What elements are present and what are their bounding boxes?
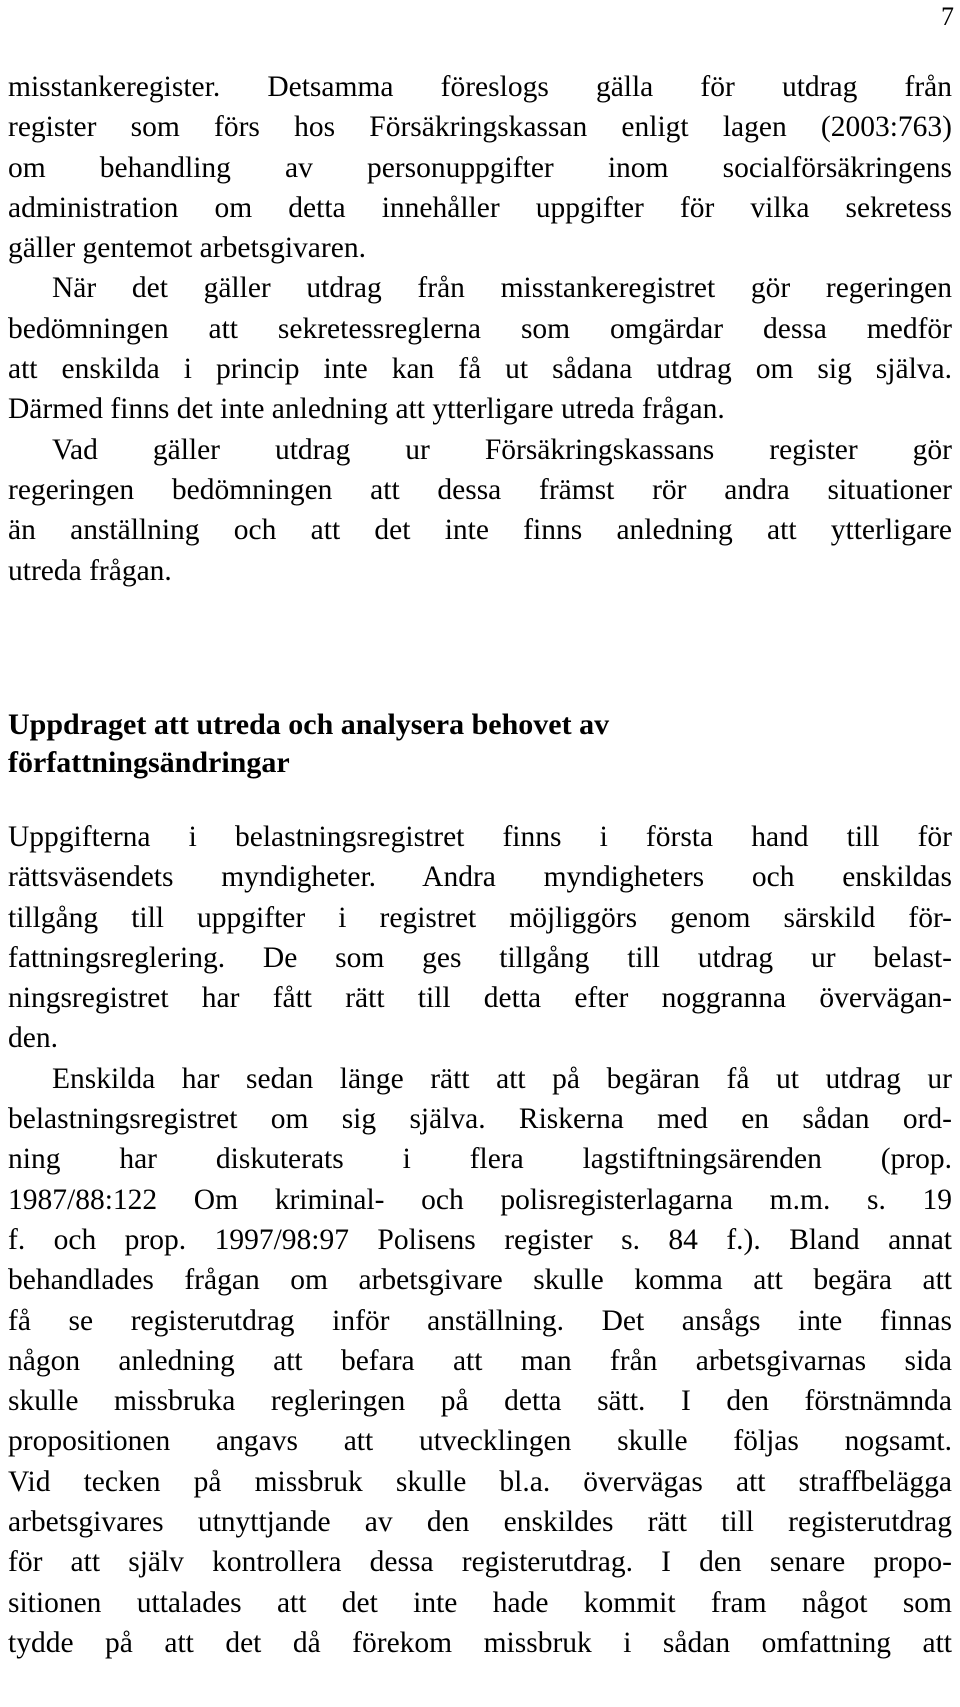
paragraph-belastningsregistret xyxy=(8,817,952,1059)
text-line: än anställning och att det inte finns anledning att ytterligare xyxy=(8,514,952,547)
heading-line: Uppdraget att utreda och analysera behovet av xyxy=(8,708,610,741)
text-line: om behandling av personuppgifter inom socialförsäkringens xyxy=(8,151,952,184)
text-line: skulle missbruka regleringen på detta sätt. I den förstnämnda xyxy=(8,1385,952,1418)
text-line: Vid tecken på missbruk skulle bl.a. övervägas att straffbelägga xyxy=(8,1465,952,1498)
text-line: få se registerutdrag inför anställning. Det ansågs inte finnas xyxy=(8,1304,952,1337)
text-line: sitionen uttalades att det inte hade kommit fram något som xyxy=(8,1586,952,1619)
text-line: behandlades frågan om arbetsgivare skulle komma att begära att xyxy=(8,1264,952,1297)
text-line: Därmed finns det inte anledning att ytterligare utreda frågan. xyxy=(8,393,725,426)
text-line: När det gäller utdrag från misstankeregistret gör regeringen xyxy=(52,272,952,305)
text-line: någon anledning att befara att man från arbetsgivarnas sida xyxy=(8,1344,952,1377)
text-line: f. och prop. 1997/98:97 Polisens register s. 84 f.). Bland annat xyxy=(8,1223,952,1256)
paragraph-forsakringskassan xyxy=(8,430,952,591)
text-line: ningsregistret har fått rätt till detta efter noggranna övervägan- xyxy=(8,982,952,1015)
text-line: 1987/88:122 Om kriminal- och polisregisterlagarna m.m. s. 19 xyxy=(8,1183,952,1216)
paragraph-continuation xyxy=(8,67,952,268)
paragraph-enskilda xyxy=(8,1059,952,1663)
text-line: att enskilda i princip inte kan få ut sådana utdrag om sig själva. xyxy=(8,353,952,386)
paragraph-misstankeregister xyxy=(8,268,952,429)
heading-line: författningsändringar xyxy=(8,746,290,779)
text-line: Vad gäller utdrag ur Försäkringskassans register gör xyxy=(52,433,952,466)
text-line: Enskilda har sedan länge rätt att på begäran få ut utdrag ur xyxy=(52,1062,952,1095)
text-line: belastningsregistret om sig själva. Riskerna med en sådan ord- xyxy=(8,1103,952,1136)
section-2-body xyxy=(8,817,952,1663)
text-line: Uppgifterna i belastningsregistret finns i första hand till för xyxy=(8,821,952,853)
text-line: bedömningen att sekretessreglerna som omgärdar dessa medför xyxy=(8,312,952,345)
section-heading xyxy=(8,706,952,782)
text-line: misstankeregister. Detsamma föreslogs gälla för utdrag från xyxy=(8,71,952,103)
text-line: utreda frågan. xyxy=(8,554,172,587)
text-line: rättsväsendets myndigheter. Andra myndigheters och enskildas xyxy=(8,861,952,894)
text-line: ning har diskuterats i flera lagstiftningsärenden (prop. xyxy=(8,1143,952,1176)
text-line: för att själv kontrollera dessa registerutdrag. I den senare propo- xyxy=(8,1546,952,1579)
text-line: regeringen bedömningen att dessa främst rör andra situationer xyxy=(8,473,952,506)
page-number: 7 xyxy=(941,2,954,31)
text-line: gäller gentemot arbetsgivaren. xyxy=(8,232,366,265)
text-line: den. xyxy=(8,1022,58,1055)
text-line: register som förs hos Försäkringskassan enligt lagen (2003:763) xyxy=(8,111,952,144)
text-line: tydde på att det då förekom missbruk i sådan omfattning att xyxy=(8,1626,952,1659)
text-line: tillgång till uppgifter i registret möjliggörs genom särskild för- xyxy=(8,901,952,934)
text-line: arbetsgivares utnyttjande av den enskildes rätt till registerutdrag xyxy=(8,1506,952,1539)
text-line: propositionen angavs att utvecklingen skulle följas nogsamt. xyxy=(8,1425,952,1458)
text-line: administration om detta innehåller uppgifter för vilka sekretess xyxy=(8,191,952,224)
section-1 xyxy=(8,67,952,591)
text-line: fattningsreglering. De som ges tillgång till utdrag ur belast- xyxy=(8,941,952,974)
